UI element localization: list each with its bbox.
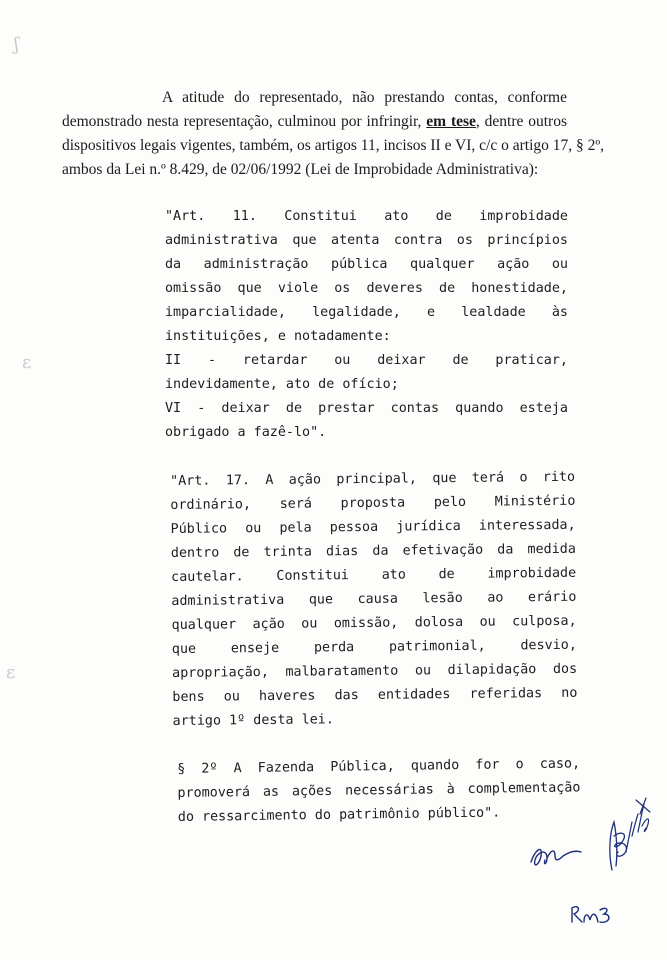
- quote-line: imparcialidade, legalidade, e lealdade às: [165, 305, 568, 320]
- signature-right: [598, 792, 660, 882]
- intro-paragraph: [62, 86, 605, 182]
- quote-line: cautelar. Constitui ato de improbidade: [171, 565, 577, 585]
- quote-line: qualquer ação ou omissão, dolosa ou culposa,: [171, 613, 577, 633]
- quote-line: dentro de trinta dias da efetivação da medida: [170, 541, 576, 561]
- quote-line: da administração pública qualquer ação ou: [165, 257, 568, 272]
- quote-line: ordinário, será proposta pelo Ministério: [170, 493, 576, 513]
- margin-mark-3: ɛ: [6, 662, 16, 683]
- margin-mark-1: ʃ: [14, 34, 19, 55]
- quote-line: do ressarcimento do patrimônio público".: [177, 805, 501, 825]
- intro-text: , dentre outros: [475, 113, 567, 130]
- intro-line: [62, 110, 567, 134]
- article-11-quote: [165, 205, 568, 445]
- quote-line: administrativa que causa lesão ao erário: [171, 589, 577, 609]
- quote-line: que enseje perda patrimonial, desvio,: [171, 637, 577, 657]
- quote-line: omissão que viole os deveres de honestidade,: [165, 281, 568, 296]
- quote-line: indevidamente, ato de ofício;: [165, 377, 399, 392]
- quote-line: Público ou pela pessoa jurídica interessada,: [170, 517, 576, 537]
- intro-line: A atitude do representado, não prestando contas, conforme: [162, 89, 567, 106]
- margin-mark-2: ɛ: [22, 352, 32, 373]
- quote-line: II - retardar ou deixar de praticar,: [165, 353, 568, 368]
- quote-line: VI - deixar de prestar contas quando esteja: [165, 401, 568, 416]
- article-17-quote: [170, 466, 578, 734]
- quote-line: "Art. 17. A ação principal, que terá o rito: [170, 469, 576, 489]
- quote-line: apropriação, malbaratamento ou dilapidação dos: [172, 661, 578, 681]
- quote-line: "Art. 11. Constitui ato de improbidade: [165, 209, 568, 224]
- initials-bottom: [566, 900, 618, 928]
- quote-line: instituições, e notadamente:: [165, 329, 391, 344]
- quote-line: administrativa que atenta contra os princípios: [165, 233, 568, 248]
- quote-line: obrigado a fazê-lo".: [165, 425, 327, 440]
- quote-line: promoverá as ações necessárias à complementação: [177, 780, 581, 801]
- paragraph-2-quote: [177, 752, 581, 830]
- intro-text: demonstrado nesta representação, culminou por infringir,: [62, 113, 422, 130]
- quote-line: artigo 1º desta lei.: [172, 712, 334, 729]
- signature-initials-left: [525, 832, 585, 874]
- intro-line: dispositivos legais vigentes, também, os artigos 11, incisos II e VI, c/c o artigo 17, § 2º,: [62, 137, 605, 154]
- em-tese-emphasis: em tese: [426, 113, 476, 130]
- quote-line: bens ou haveres das entidades referidas no: [172, 685, 578, 705]
- intro-line: ambos da Lei n.º 8.429, de 02/06/1992 (Lei de Improbidade Administrativa):: [62, 161, 539, 178]
- quote-line: § 2º A Fazenda Pública, quando for o caso,: [177, 756, 581, 777]
